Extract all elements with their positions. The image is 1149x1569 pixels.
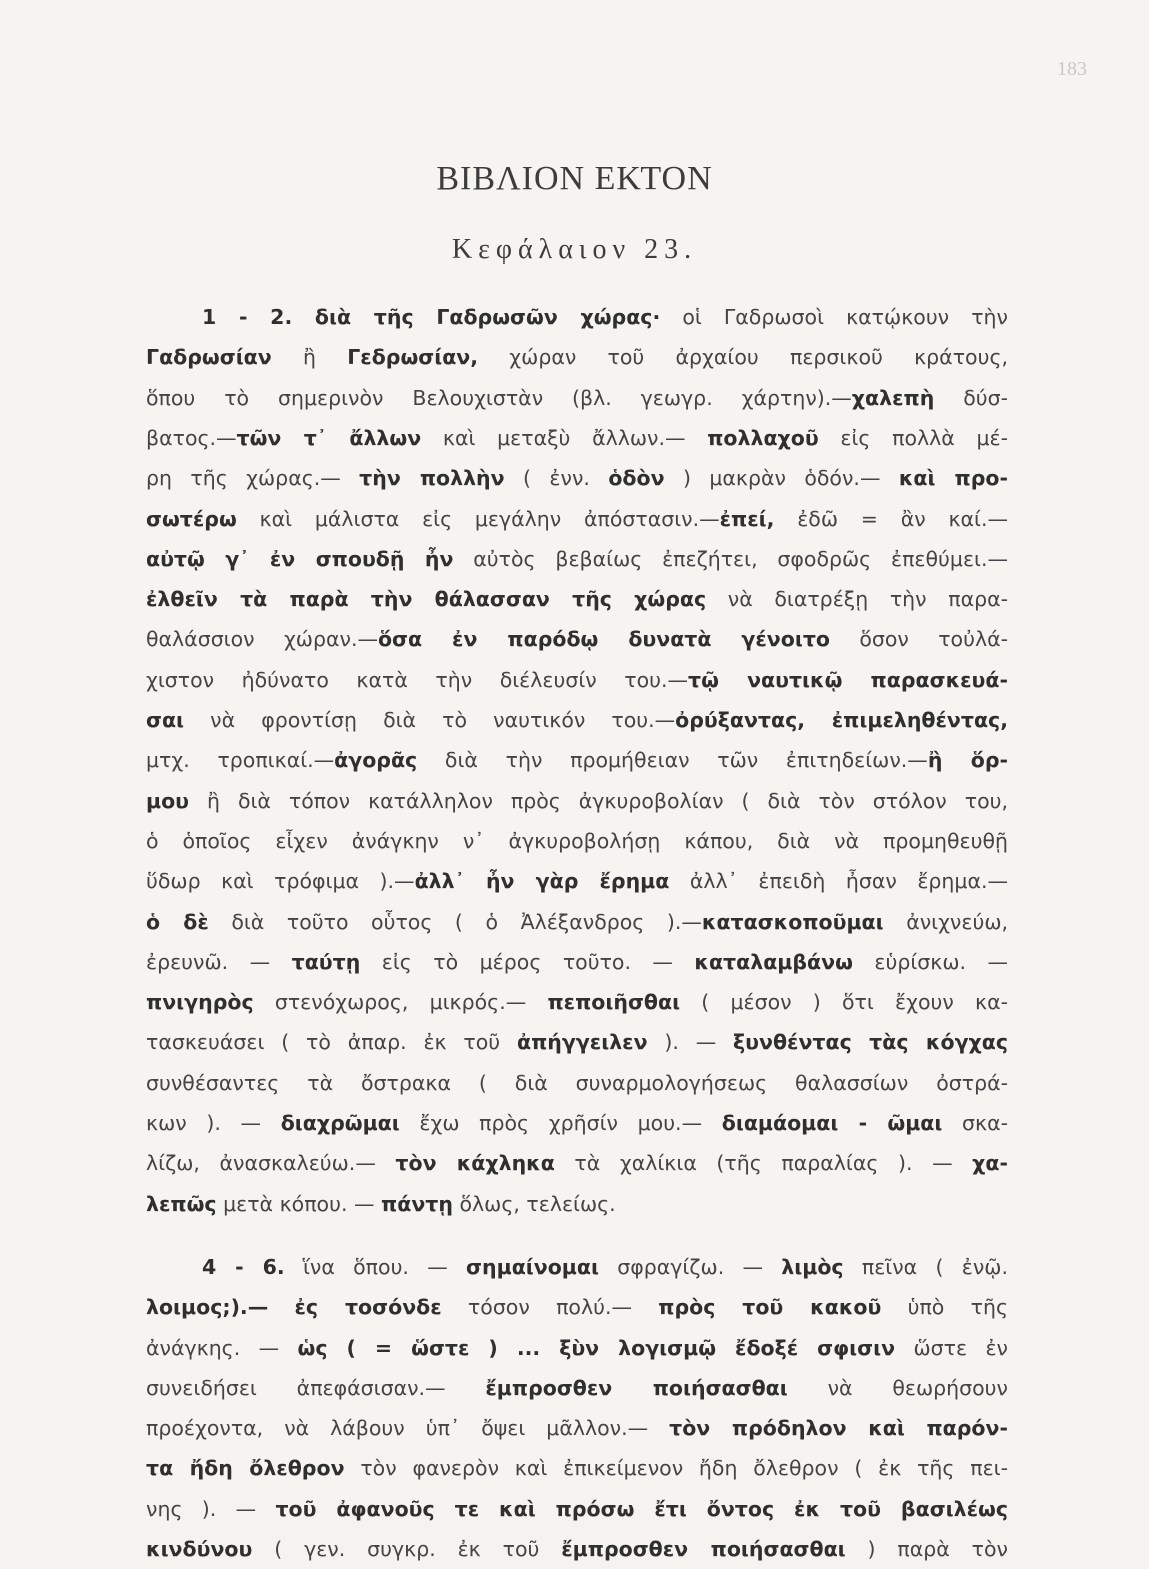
text-segment: νὰ διατρέξῃ τὴν παρα- <box>706 587 1009 612</box>
text-segment: ὅπου τὸ σημερινὸν Βελουχιστὰν (βλ. γεωγρ. χάρτην).— <box>146 385 852 410</box>
text-segment: ἀνάγκης. — <box>146 1335 298 1360</box>
text-segment: θαλάσσιον χώραν.— <box>146 627 378 652</box>
bold-term: τῷ ναυτικῷ παρασκευά- <box>688 667 1008 692</box>
bold-term: Γεδρωσίαν, <box>347 345 479 370</box>
bold-term: πεποιῆσθαι <box>547 990 681 1015</box>
text-segment: ( γεν. συγκρ. ἐκ τοῦ <box>252 1537 562 1561</box>
bold-term: χα- <box>972 1151 1008 1176</box>
bold-term: πνιγηρὸς <box>146 990 254 1015</box>
page-number: 183 <box>1057 58 1087 80</box>
text-line <box>146 781 1008 821</box>
book-title: ΒΙΒΛΙΟΝ ΕΚΤΟΝ <box>436 160 713 197</box>
bold-term: τα ἤδη ὄλεθρον <box>146 1456 345 1481</box>
text-segment: ἵνα ὅπου. — <box>284 1254 467 1279</box>
text-segment: προέχοντα, νὰ λάβουν ὑπ᾽ ὄψει μᾶλλον.— <box>146 1416 670 1441</box>
text-segment: εὑρίσκω. — <box>852 949 1008 974</box>
bold-term: καταλαμβάνω <box>694 949 853 974</box>
text-segment: ὅσον τοὐλά- <box>830 627 1008 652</box>
text-line <box>146 861 1008 901</box>
bold-term: 1 - 2. διὰ τῆς Γαδρωσῶν χώρας· <box>202 305 661 329</box>
bold-term: τῶν τ᾽ ἄλλων <box>236 425 422 450</box>
text-line <box>146 418 1008 458</box>
text-line <box>146 1408 1008 1448</box>
text-line <box>146 942 1008 982</box>
bold-term: ἐπεί, <box>719 506 775 531</box>
text-segment: σφραγίζω. — <box>598 1254 782 1279</box>
text-line <box>146 740 1008 780</box>
text-segment: ἔχω πρὸς χρῆσίν μου.— <box>399 1111 722 1135</box>
bold-term: διαμάομαι - ῶμαι <box>721 1111 943 1135</box>
text-segment: ) μακρὰν ὁδόν.— <box>664 466 899 491</box>
chapter-title: Κεφάλαιον 23. <box>451 234 698 265</box>
bold-term: πολλαχοῦ <box>707 425 819 450</box>
bold-term: διαχρῶμαι <box>280 1111 400 1135</box>
text-segment: πεῖνα ( ἐνῷ. <box>843 1254 1008 1279</box>
bold-term: ὅσα ἐν παρόδῳ δυνατὰ γένοιτο <box>377 627 830 652</box>
text-segment: ( ἐνν. <box>504 466 609 491</box>
text-line <box>146 1103 1008 1143</box>
text-segment: ). — <box>647 1030 734 1055</box>
text-line <box>146 1368 1008 1408</box>
text-line <box>146 1287 1008 1327</box>
bold-term: τὸν πρόδηλον καὶ παρόν- <box>669 1416 1008 1441</box>
bold-term: ἢ ὅρ- <box>927 748 1008 773</box>
text-segment: οἱ Γαδρωσοὶ κατῴκουν τὴν <box>660 305 1008 329</box>
text-segment: καὶ μεταξὺ ἄλλων.— <box>421 425 708 450</box>
text-segment: βατος.— <box>146 425 237 450</box>
bold-term: ἔμπροσθεν ποιήσασθαι <box>561 1537 846 1561</box>
bold-term: λοιμος;).— <box>146 1295 269 1320</box>
text-segment: δύσ- <box>934 385 1009 410</box>
text-segment: τόσον πολύ.— <box>441 1295 659 1320</box>
text-segment: χιστον ἠδύνατο κατὰ τὴν διέλευσίν του.— <box>146 667 689 692</box>
bold-term: ὁ δὲ <box>146 909 209 934</box>
bold-term: κινδύνου <box>146 1537 253 1561</box>
bold-term: ἀλλ᾽ ἦν γὰρ ἔρημα <box>414 869 670 894</box>
text-line <box>146 337 1008 377</box>
text-segment: καὶ μάλιστα εἰς μεγάλην ἀπόστασιν.— <box>236 506 720 531</box>
text-segment: ἐρευνῶ. — <box>146 949 292 974</box>
text-segment: μτχ. τροπικαί.— <box>146 748 335 773</box>
text-segment: ρη τῆς χώρας.— <box>146 466 360 491</box>
bold-term: λιμὸς <box>781 1254 844 1279</box>
bold-term: σωτέρω <box>146 506 237 531</box>
bold-term: σημαίνομαι <box>466 1254 599 1279</box>
text-segment: ( μέσον ) ὅτι ἔχουν κα- <box>680 990 1008 1015</box>
text-segment: μετὰ κόπου. — <box>216 1191 382 1216</box>
bold-term: ὡς ( = ὥστε ) ... ξὺν λογισμῷ ἔδοξέ σφισιν <box>297 1335 896 1360</box>
text-segment: τὸν φανερὸν καὶ ἐπικείμενον ἤδη ὄλεθρον ( ἐκ τῆς πει- <box>344 1456 1008 1481</box>
bold-term: ξυνθέντας τὰς κόγχας <box>733 1030 1008 1055</box>
bold-term: τὸν κάχληκα <box>395 1151 555 1176</box>
bold-term: σαι <box>146 708 185 732</box>
bold-term: ὁδὸν <box>608 466 665 491</box>
bold-term: κατασκοποῦμαι <box>701 909 884 934</box>
text-segment: ) παρὰ τὸν <box>845 1537 1008 1561</box>
text-line <box>146 1328 1008 1368</box>
bold-term: ἀγορᾶς <box>334 748 418 773</box>
text-segment: συνθέσαντες τὰ ὄστρακα ( διὰ συναρμολογήσεως θαλασσίων ὀστρά- <box>146 1070 1008 1095</box>
bold-term: 4 - 6. <box>202 1254 285 1279</box>
text-segment: στενόχωρος, μικρός.— <box>253 990 548 1015</box>
text-line <box>146 1448 1008 1488</box>
bold-term: τοῦ ἀφανοῦς τε καὶ πρόσω ἔτι ὄντος ἐκ τοῦ βασιλέως <box>275 1496 1008 1521</box>
text-segment <box>268 1295 294 1319</box>
bold-term: ὀρύξαντας, ἐπιμεληθέντας, <box>675 708 1008 732</box>
text-segment: ὑπὸ τῆς <box>881 1295 1008 1320</box>
text-line <box>146 1143 1008 1183</box>
bold-term: ταύτῃ <box>291 949 361 974</box>
text-segment: σκα- <box>942 1111 1009 1135</box>
text-segment: ἀλλ᾽ ἐπειδὴ ἦσαν ἔρημα.— <box>669 869 1008 894</box>
text-segment: ὅλως, τελείως. <box>452 1191 616 1216</box>
text-segment: ὥστε ἐν <box>895 1335 1008 1360</box>
text-segment: ὕδωρ καὶ τρόφιμα ).— <box>146 869 415 894</box>
text-segment: νὰ φροντίσῃ διὰ τὸ ναυτικόν του.— <box>184 708 676 732</box>
text-segment: λίζω, ἀνασκαλεύω.— <box>146 1151 396 1176</box>
text-line <box>146 902 1008 942</box>
text-line <box>146 499 1008 539</box>
text-segment: τὰ χαλίκια (τῆς παραλίας ). — <box>554 1151 973 1176</box>
bold-term: ἐλθεῖν τὰ παρὰ τὴν θάλασσαν τῆς χώρας <box>146 587 707 612</box>
bold-term: πάντῃ <box>381 1191 453 1216</box>
text-segment: τασκευάσει ( τὸ ἀπαρ. ἐκ τοῦ <box>146 1030 517 1055</box>
bold-term: ἔμπροσθεν ποιήσασθαι <box>485 1375 788 1400</box>
text-line <box>146 579 1008 619</box>
bold-term: αὐτῷ γ᾽ ἐν σπουδῇ ἦν <box>146 546 454 571</box>
text-segment: διὰ τὴν προμήθειαν τῶν ἐπιτηδείων.— <box>417 748 928 773</box>
text-line <box>146 660 1008 700</box>
text-line <box>202 1247 1008 1287</box>
text-segment: νὰ θεωρήσουν <box>787 1375 1008 1400</box>
text-segment: εἰς τὸ μέρος τοῦτο. — <box>360 949 695 974</box>
text-segment: νης ). — <box>146 1496 276 1521</box>
text-line <box>146 539 1008 579</box>
text-line <box>146 458 1008 498</box>
text-line <box>146 1022 1008 1062</box>
bold-term: ἐς τοσόνδε <box>294 1295 442 1320</box>
bold-term: ἀπήγγειλεν <box>516 1030 648 1055</box>
text-segment: αὐτὸς βεβαίως ἐπεζήτει, σφοδρῶς ἐπεθύμει.— <box>453 546 1008 571</box>
text-line <box>146 982 1008 1022</box>
bold-term: τὴν πολλὴν <box>359 466 505 491</box>
bold-term: λεπῶς <box>146 1191 217 1216</box>
text-segment: ἀνιχνεύω, <box>883 909 1009 934</box>
text-segment: διὰ τοῦτο οὗτος ( ὁ Ἀλέξανδρος ).— <box>208 909 702 934</box>
text-segment: εἰς πολλὰ μέ- <box>818 425 1009 450</box>
bold-term: πρὸς τοῦ κακοῦ <box>658 1295 882 1320</box>
text-line <box>146 700 1008 740</box>
bold-term: μου <box>146 788 190 813</box>
text-line <box>146 1489 1008 1529</box>
text-segment: χώραν τοῦ ἀρχαίου περσικοῦ κράτους, <box>478 345 1008 370</box>
text-line <box>146 1529 1008 1569</box>
text-segment: ἐδῶ = ἂν καί.— <box>774 506 1008 531</box>
text-segment: κων ). — <box>146 1111 281 1135</box>
text-line <box>146 619 1008 659</box>
text-segment: συνειδήσει ἀπεφάσισαν.— <box>146 1375 486 1400</box>
text-line <box>202 297 1008 337</box>
bold-term: χαλεπὴ <box>851 385 935 410</box>
text-segment: ἢ διὰ τόπον κατάλληλον πρὸς ἀγκυροβολίαν ( διὰ τὸν στόλον του, <box>189 788 1008 813</box>
text-line <box>146 1184 1008 1224</box>
text-segment: ὁ ὁποῖος εἶχεν ἀνάγκην ν᾽ ἀγκυροβολήσῃ κάπου, διὰ νὰ προμηθευθῇ <box>146 828 1008 853</box>
text-line <box>146 378 1008 418</box>
text-line <box>146 1063 1008 1103</box>
bold-term: καὶ προ- <box>898 466 1008 491</box>
text-line <box>146 821 1008 861</box>
text-segment: ἢ <box>271 345 348 370</box>
bold-term: Γαδρωσίαν <box>146 345 272 370</box>
